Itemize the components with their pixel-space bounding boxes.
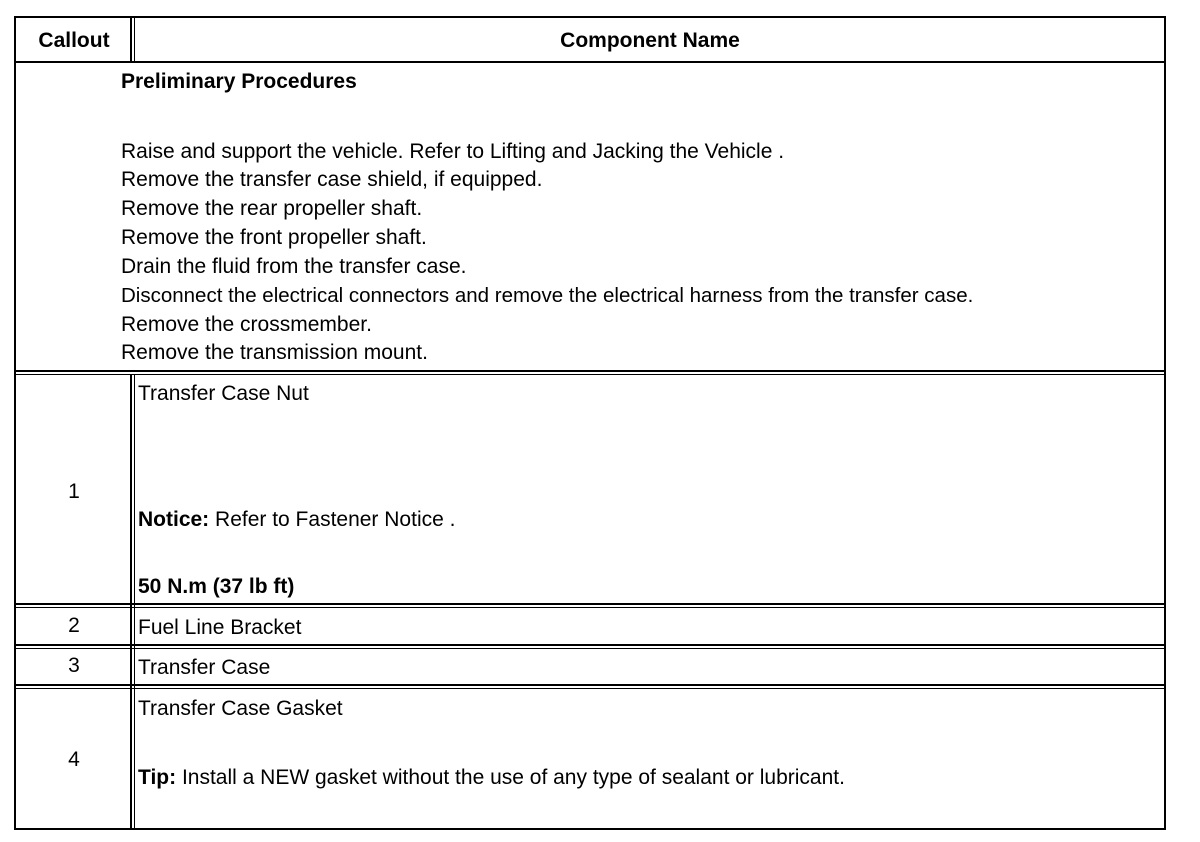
row-callout-2: 2 bbox=[68, 614, 80, 637]
preliminary-title: Preliminary Procedures bbox=[121, 70, 357, 93]
preliminary-step: Remove the rear propeller shaft. bbox=[121, 197, 423, 220]
row-1-bottom-rule-inner bbox=[16, 607, 1164, 608]
callout-column-divider bbox=[130, 374, 132, 830]
preliminary-bottom-rule bbox=[16, 370, 1164, 372]
preliminary-step: Remove the front propeller shaft. bbox=[121, 226, 427, 249]
row-notice-1 bbox=[138, 506, 455, 534]
notice-label: Notice: bbox=[138, 508, 210, 531]
row-3-bottom-rule bbox=[16, 684, 1164, 686]
header-callout: Callout bbox=[38, 29, 110, 52]
preliminary-step: Remove the transfer case shield, if equipped. bbox=[121, 168, 543, 191]
notice-text: Refer to Fastener Notice . bbox=[209, 508, 456, 531]
row-torque-1: 50 N.m (37 lb ft) bbox=[138, 575, 295, 598]
row-name-2: Fuel Line Bracket bbox=[138, 616, 302, 639]
row-3-bottom-rule-inner bbox=[16, 688, 1164, 689]
row-tip-4 bbox=[138, 764, 845, 792]
header-divider bbox=[130, 18, 132, 62]
preliminary-step: Remove the transmission mount. bbox=[121, 341, 428, 364]
preliminary-step: Disconnect the electrical connectors and remove the electrical harness from the transfer case. bbox=[121, 284, 974, 307]
header-component-name: Component Name bbox=[560, 29, 740, 52]
row-1-bottom-rule bbox=[16, 603, 1164, 605]
row-2-bottom-rule-inner bbox=[16, 648, 1164, 649]
row-name-4: Transfer Case Gasket bbox=[138, 697, 343, 720]
preliminary-step: Drain the fluid from the transfer case. bbox=[121, 255, 467, 278]
row-name-3: Transfer Case bbox=[138, 656, 271, 679]
row-callout-1: 1 bbox=[68, 480, 80, 503]
row-callout-3: 3 bbox=[68, 654, 80, 677]
header-divider-inner bbox=[134, 18, 135, 62]
row-2-bottom-rule bbox=[16, 644, 1164, 646]
callout-column-divider-inner bbox=[134, 374, 135, 830]
tip-text: Install a NEW gasket without the use of any type of sealant or lubricant. bbox=[176, 766, 845, 789]
row-callout-4: 4 bbox=[68, 748, 80, 771]
header-bottom-rule bbox=[16, 61, 1164, 63]
procedure-table bbox=[14, 16, 1166, 830]
preliminary-step: Remove the crossmember. bbox=[121, 313, 372, 336]
tip-label: Tip: bbox=[138, 766, 177, 789]
preliminary-step: Raise and support the vehicle. Refer to Lifting and Jacking the Vehicle . bbox=[121, 140, 785, 163]
preliminary-bottom-rule-inner bbox=[16, 374, 1164, 375]
row-name-1: Transfer Case Nut bbox=[138, 382, 309, 405]
